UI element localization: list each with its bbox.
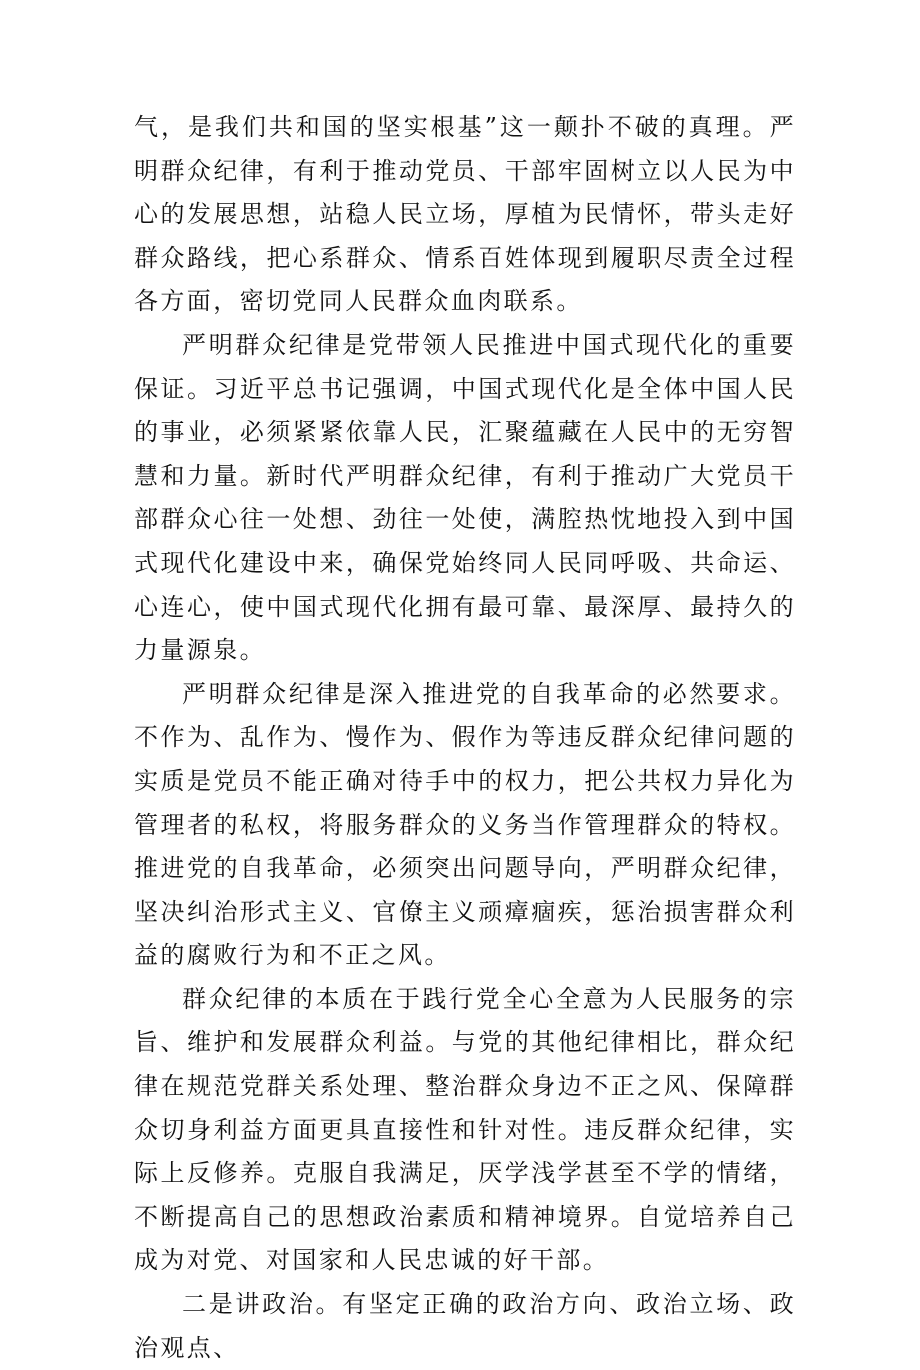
paragraph-3: 严明群众纪律是深入推进党的自我革命的必然要求。不作为、乱作为、慢作为、假作为等违反群众纪律问题的实质是党员不能正确对待手中的权力，把公共权力异化为管理者的私权，将服务群众的义务当作管理群众的特权。推进党的自我革命，必须突出问题导向，严明群众纪律，坚决纠治形式主义、官僚主义顽瘴痼疾，惩治损害群众利益的腐败行为和不正之风。: [134, 679, 796, 970]
paragraph-5: 二是讲政治。有坚定正确的政治方向、政治立场、政治观点、: [134, 1290, 796, 1362]
paragraph-2: 严明群众纪律是党带领人民推进中国式现代化的重要保证。习近平总书记强调，中国式现代化是全体中国人民的事业，必须紧紧依靠人民，汇聚蕴藏在人民中的无穷智慧和力量。新时代严明群众纪律，有利于推动广大党员干部群众心往一处想、劲往一处使，满腔热忱地投入到中国式现代化建设中来，确保党始终同人民同呼吸、共命运、心连心，使中国式现代化拥有最可靠、最深厚、最持久的力量源泉。: [134, 330, 796, 665]
paragraph-4: 群众纪律的本质在于践行党全心全意为人民服务的宗旨、维护和发展群众利益。与党的其他纪律相比，群众纪律在规范党群关系处理、整治群众身边不正之风、保障群众切身利益方面更具直接性和针对性。违反群众纪律，实际上反修养。克服自我满足，厌学浅学甚至不学的情绪，不断提高自己的思想政治素质和精神境界。自觉培养自己成为对党、对国家和人民忠诚的好干部。: [134, 984, 796, 1275]
paragraph-1: 气，是我们共和国的坚实根基”这一颠扑不破的真理。严明群众纪律，有利于推动党员、干部牢固树立以人民为中心的发展思想，站稳人民立场，厚植为民情怀，带头走好群众路线，把心系群众、情系百姓体现到履职尽责全过程各方面，密切党同人民群众血肉联系。: [134, 113, 796, 316]
document-body: [134, 106, 796, 1370]
